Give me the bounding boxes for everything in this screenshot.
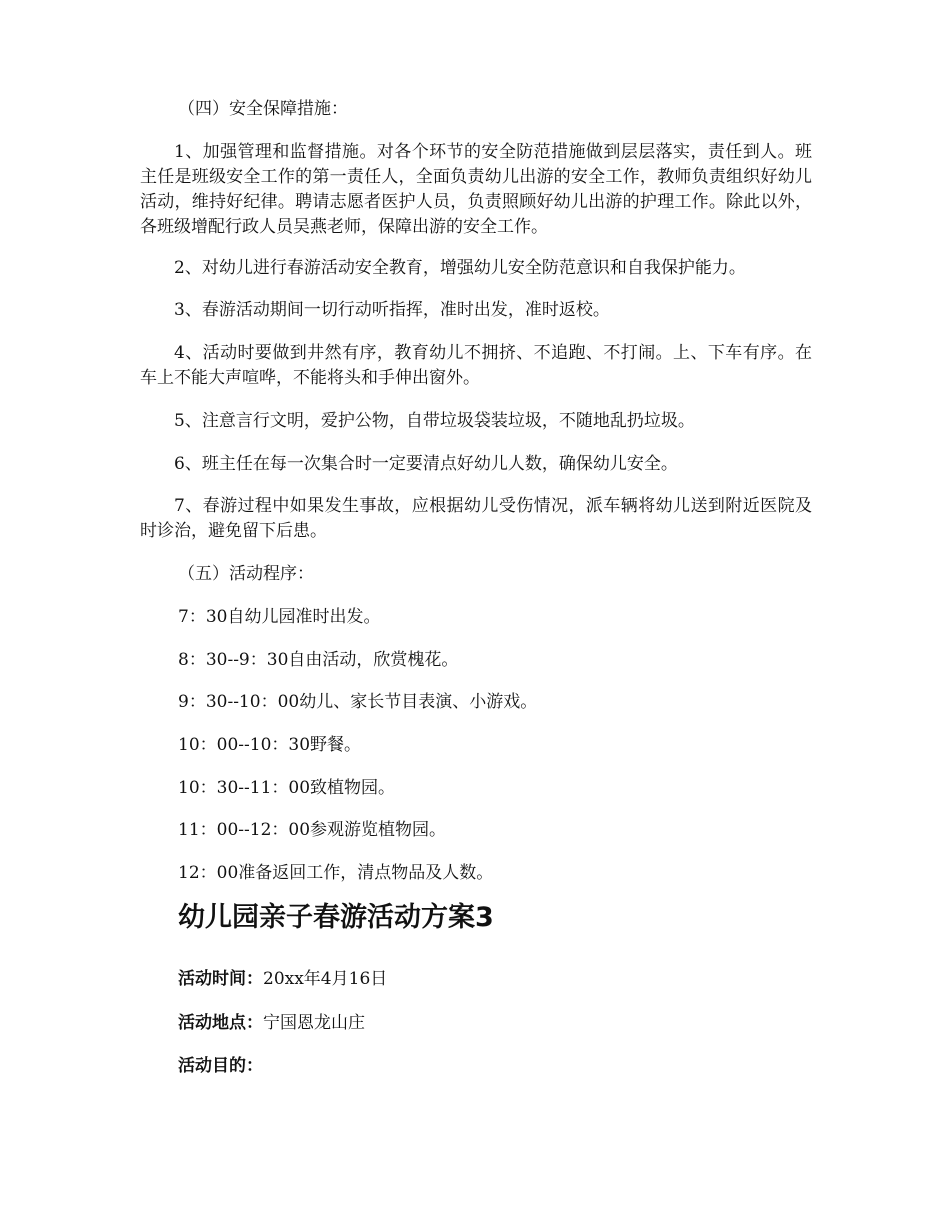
activity-place-label: 活动地点：	[178, 1013, 263, 1033]
measure-paragraph-7: 7、春游过程中如果发生事故，应根据幼儿受伤情况，派车辆将幼儿送到附近医院及时诊治，避免留下后患。	[140, 496, 812, 541]
schedule-item-4: 10：00--10：30野餐。	[178, 735, 362, 755]
measure-paragraph-2: 2、对幼儿进行春游活动安全教育，增强幼儿安全防范意识和自我保护能力。	[174, 258, 746, 278]
activity-time-value: 20xx年4月16日	[263, 969, 388, 989]
schedule-item-3: 9：30--10：00幼儿、家长节目表演、小游戏。	[178, 692, 538, 712]
activity-purpose-label: 活动目的：	[178, 1056, 263, 1076]
activity-place-value: 宁国恩龙山庄	[263, 1013, 365, 1033]
section-title-procedure: （五）活动程序：	[178, 564, 314, 584]
schedule-item-1: 7：30自幼儿园准时出发。	[178, 607, 381, 627]
measure-paragraph-5: 5、注意言行文明，爱护公物，自带垃圾袋装垃圾，不随地乱扔垃圾。	[174, 411, 695, 431]
schedule-item-7: 12：00准备返回工作，清点物品及人数。	[178, 863, 494, 883]
schedule-item-5: 10：30--11：00致植物园。	[178, 778, 396, 798]
plan-3-heading: 幼儿园亲子春游活动方案3	[178, 902, 494, 933]
activity-purpose-field	[178, 1054, 263, 1079]
activity-place-field	[178, 1011, 365, 1036]
activity-time-field	[178, 967, 387, 992]
measure-paragraph-1: 1、加强管理和监督措施。对各个环节的安全防范措施做到层层落实，责任到人。班主任是班级安全工作的第一责任人，全面负责幼儿出游的安全工作，教师负责组织好幼儿活动，维持好纪律。聘请志愿者医护人员，负责照顾好幼儿出游的护理工作。除此以外，各班级增配行政人员吴燕老师，保障出游的安全工作。	[140, 142, 812, 237]
activity-time-label: 活动时间：	[178, 969, 263, 989]
measure-paragraph-4: 4、活动时要做到井然有序，教育幼儿不拥挤、不追跑、不打闹。上、下车有序。在车上不能大声喧哗，不能将头和手伸出窗外。	[140, 343, 812, 388]
measure-paragraph-6: 6、班主任在每一次集合时一定要清点好幼儿人数，确保幼儿安全。	[174, 454, 678, 474]
measure-paragraph-3: 3、春游活动期间一切行动听指挥，准时出发，准时返校。	[174, 300, 610, 320]
section-title-safety: （四）安全保障措施：	[178, 99, 348, 119]
schedule-item-2: 8：30--9：30自由活动，欣赏槐花。	[178, 650, 459, 670]
schedule-item-6: 11：00--12：00参观游览植物园。	[178, 820, 447, 840]
